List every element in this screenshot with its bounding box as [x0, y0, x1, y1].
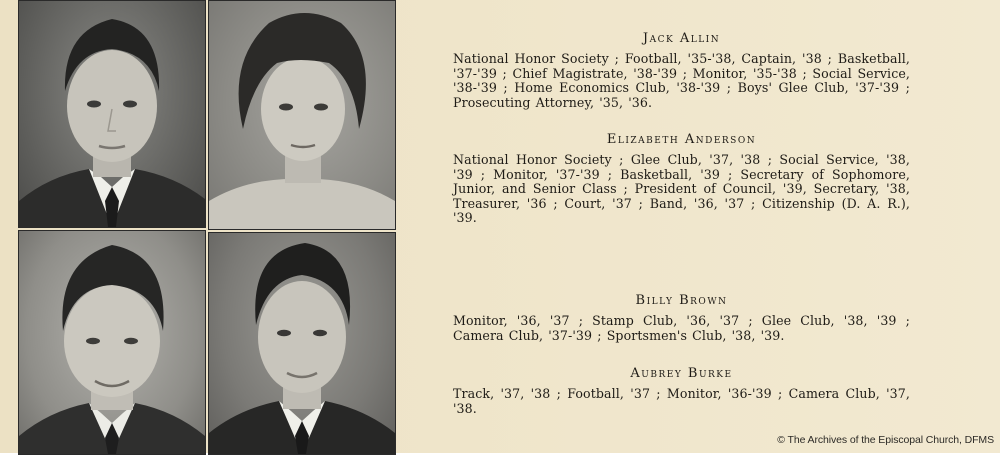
- portrait-photo-1: [18, 0, 206, 228]
- portrait-photo-3: [18, 230, 206, 455]
- entry-name: Billy Brown: [635, 293, 728, 308]
- portrait-photo-2: [208, 0, 396, 230]
- entry-name: Elizabeth Anderson: [606, 132, 757, 147]
- entry-activities: Monitor, '36, '37 ; Stamp Club, '36, '37 ; Glee Club, '38, '39 ; Camera Club, '37-'39 ; Sportsmen's Club, '38, '39.: [453, 313, 910, 343]
- entry-activities: National Honor Society ; Football, '35-'38, Captain, '38 ; Basketball, '37-'39 ; Chief Magistrate, '38-'39 ; Monitor, '35-'38 ; Social Service, '38-'39 ; Home Economics Club, '38-'39 ; Boys' Glee Club, '37-'39 ; Prosecuting Attorney, '35, '36.: [453, 51, 910, 110]
- entry-billy-brown: [453, 293, 910, 343]
- entry-aubrey-burke: [453, 366, 910, 416]
- entry-elizabeth-anderson: [453, 132, 910, 226]
- entry-activities: National Honor Society ; Glee Club, '37, '38 ; Social Service, '38, '39 ; Monitor, '37-'39 ; Basketball, '39 ; Secretary of Sophomore, Junior, and Senior Class ; President of Council, '39, Secretary, '38, Treasurer, '36 ; Court, '37 ; Band, '36, '37 ; Citizenship (D. A. R.), '39.: [453, 152, 910, 226]
- entry-jack-allin: [453, 31, 910, 110]
- entry-name: Jack Allin: [642, 31, 721, 46]
- portrait-photo-4: [208, 232, 396, 455]
- entry-activities: Track, '37, '38 ; Football, '37 ; Monitor, '36-'39 ; Camera Club, '37, '38.: [453, 386, 910, 416]
- entry-name: Aubrey Burke: [630, 366, 733, 381]
- copyright-credit: © The Archives of the Episcopal Church, DFMS: [777, 434, 994, 446]
